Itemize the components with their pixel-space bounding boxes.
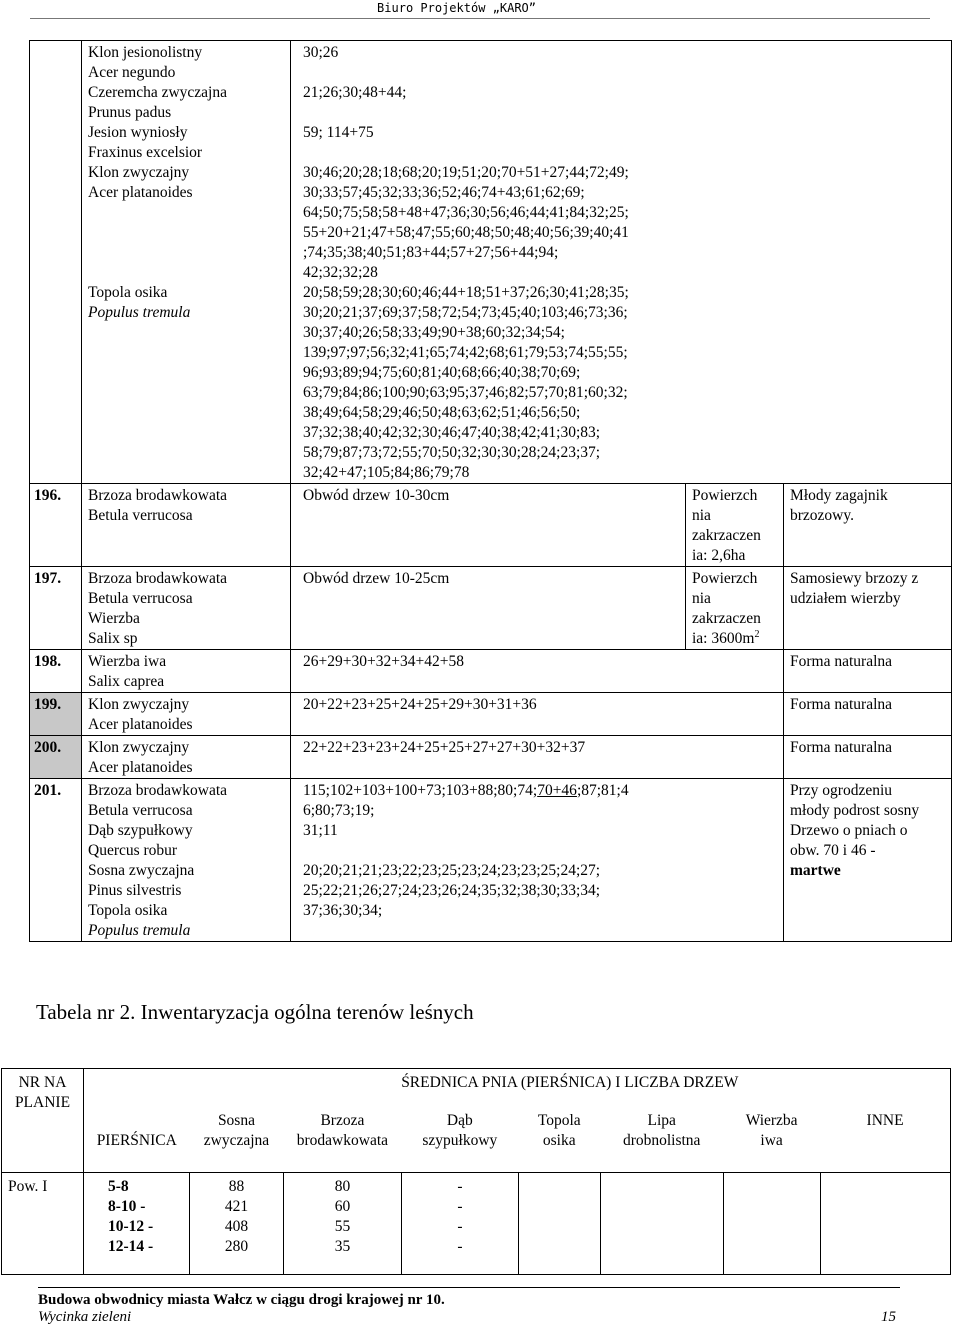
species-line: Topola osika bbox=[88, 902, 168, 919]
area-line: zakrzaczen bbox=[692, 527, 761, 544]
species-line: Fraxinus excelsior bbox=[88, 144, 203, 161]
header-species bbox=[190, 1111, 284, 1151]
footer-subtitle: Wycinka zieleni bbox=[38, 1309, 132, 1325]
row-brzoza bbox=[284, 1173, 402, 1275]
notes-cell bbox=[784, 693, 952, 736]
table-caption: Tabela nr 2. Inwentaryzacja ogólna terenów leśnych bbox=[36, 1000, 474, 1024]
notes-cell bbox=[784, 484, 952, 567]
header-species-line: brodawkowata bbox=[296, 1132, 389, 1149]
header-nr-line: PLANIE bbox=[14, 1094, 71, 1111]
description-cell bbox=[291, 693, 784, 736]
area-line: Powierzch bbox=[692, 570, 758, 587]
header-species-line: Topola bbox=[537, 1112, 581, 1129]
description-line: 37;36;30;34; bbox=[303, 902, 383, 919]
species-cell bbox=[82, 736, 291, 779]
note-line: Młody zagajnik bbox=[790, 487, 888, 504]
measurement-line: 63;79;84;86;100;90;63;95;37;46;82;57;70;81;60;32; bbox=[303, 384, 628, 401]
species-line: Dąb szypułkowy bbox=[88, 822, 193, 839]
measurement-line: 59; 114+75 bbox=[303, 124, 374, 141]
note-line: Forma naturalna bbox=[790, 696, 893, 713]
species-line: Salix sp bbox=[88, 630, 138, 647]
description: Obwód drzew 10-30cm bbox=[303, 487, 450, 504]
header-species-line: Dąb bbox=[446, 1112, 473, 1129]
area-line: zakrzaczen bbox=[692, 610, 761, 627]
count-value: 55 bbox=[334, 1218, 351, 1235]
row-number: 198. bbox=[30, 650, 82, 693]
description-line: 20;20;21;21;23;22;23;25;23;24;23;23;25;24;27; bbox=[303, 862, 601, 879]
measurement-line: 32;42+47;105;84;86;79;78 bbox=[303, 464, 470, 481]
forest-inventory-grid bbox=[1, 1068, 951, 1275]
description-underlined: 70+46 bbox=[537, 782, 577, 799]
row-number: 200. bbox=[30, 736, 82, 779]
description-cell bbox=[291, 650, 784, 693]
area-line: nia bbox=[692, 590, 711, 607]
species-line: Acer platanoides bbox=[88, 184, 193, 201]
count-value: - bbox=[457, 1198, 463, 1215]
species-cell bbox=[82, 693, 291, 736]
measurement-line: 30;20;21;37;69;37;58;72;54;73;45;40;103;46;73;36; bbox=[303, 304, 628, 321]
measurement-line: 64;50;75;58;58+48+47;36;30;56;46;44;41;84;32;25; bbox=[303, 204, 629, 221]
measurement-line: ;74;35;38;40;51;83+44;57+27;56+44;94; bbox=[303, 244, 559, 261]
area-cell bbox=[686, 567, 784, 650]
description: 20+22+23+25+24+25+29+30+31+36 bbox=[303, 696, 537, 713]
description-line: 25;22;21;26;27;24;23;26;24;35;32;38;30;33;34; bbox=[303, 882, 601, 899]
species-cell bbox=[82, 779, 291, 942]
measurement-line: 139;97;97;56;32;41;65;74;42;68;61;79;53;74;55;55; bbox=[303, 344, 628, 361]
note-line: Przy ogrodzeniu bbox=[790, 782, 893, 799]
species-cell bbox=[82, 650, 291, 693]
piersnica-value: 8-10 - bbox=[108, 1198, 146, 1215]
species-line: Betula verrucosa bbox=[88, 507, 193, 524]
header-nr-line: NR NA bbox=[18, 1074, 67, 1091]
species-latin: Populus tremula bbox=[88, 304, 191, 321]
header-species-line: Sosna bbox=[217, 1112, 255, 1129]
measurement-line: 55+20+21;47+58;47;55;60;48;50;48;40;56;39;40;41 bbox=[303, 224, 629, 241]
species-line: Betula verrucosa bbox=[88, 590, 193, 607]
row-topola bbox=[519, 1173, 601, 1275]
species-line: Wierzba iwa bbox=[88, 653, 167, 670]
description-part: 115;102+103+100+73;103+88;80;74; bbox=[303, 782, 538, 799]
count-value: 88 bbox=[228, 1178, 245, 1195]
footer-title: Budowa obwodnicy miasta Wałcz w ciągu drogi krajowej nr 10. bbox=[38, 1292, 445, 1308]
species-line: Klon zwyczajny bbox=[88, 739, 190, 756]
count-value: 60 bbox=[334, 1198, 351, 1215]
description: 26+29+30+32+34+42+58 bbox=[303, 653, 464, 670]
measurements-cell bbox=[291, 41, 952, 484]
description-line: 31;11 bbox=[303, 822, 338, 839]
row-piersnica bbox=[84, 1173, 190, 1275]
description-cell bbox=[291, 484, 686, 567]
species-line: Betula verrucosa bbox=[88, 802, 193, 819]
description-part: ;87;81;4 bbox=[576, 782, 629, 799]
row-sosna bbox=[190, 1173, 284, 1275]
note-line: Samosiewy brzozy z bbox=[790, 570, 919, 587]
row-number-cell bbox=[30, 41, 82, 484]
species-line: Acer platanoides bbox=[88, 759, 193, 776]
measurement-line: 42;32;32;28 bbox=[303, 264, 378, 281]
measurement-line: 38;49;64;58;29;46;50;48;63;62;51;46;56;50; bbox=[303, 404, 581, 421]
species-cell bbox=[82, 484, 291, 567]
row-nr bbox=[2, 1173, 84, 1275]
row-nr-label: Pow. I bbox=[8, 1178, 48, 1195]
piersnica-value: 12-14 - bbox=[108, 1238, 154, 1255]
header-species-line: osika bbox=[542, 1132, 576, 1149]
header-species-line: drobnolistna bbox=[622, 1132, 701, 1149]
header-species-line: INNE bbox=[866, 1112, 904, 1129]
header-species bbox=[283, 1111, 401, 1151]
notes-cell bbox=[784, 779, 952, 942]
row-number: 197. bbox=[30, 567, 82, 650]
note-line: Forma naturalna bbox=[790, 739, 893, 756]
footer-rule bbox=[38, 1287, 900, 1288]
count-value: 408 bbox=[224, 1218, 249, 1235]
page-number: 15 bbox=[881, 1309, 896, 1325]
measurement-line: 21;26;30;48+44; bbox=[303, 84, 407, 101]
description-cell bbox=[291, 736, 784, 779]
species-line: Klon jesionolistny bbox=[88, 44, 203, 61]
note-line-bold: martwe bbox=[790, 862, 841, 879]
notes-cell bbox=[784, 736, 952, 779]
note-line: Forma naturalna bbox=[790, 653, 893, 670]
count-value: - bbox=[457, 1238, 463, 1255]
count-value: 80 bbox=[334, 1178, 351, 1195]
header-species bbox=[518, 1111, 600, 1151]
species-line: Klon zwyczajny bbox=[88, 696, 190, 713]
description: Obwód drzew 10-25cm bbox=[303, 570, 450, 587]
note-line: Drzewo o pniach o bbox=[790, 822, 908, 839]
header-species-line: szypułkowy bbox=[422, 1132, 498, 1149]
header-piersnica bbox=[84, 1069, 190, 1173]
measurement-line: 37;32;38;40;42;32;30;46;47;40;38;42;41;30;83; bbox=[303, 424, 601, 441]
header-species bbox=[723, 1111, 820, 1151]
header-species-line: iwa bbox=[760, 1132, 783, 1149]
header-rule bbox=[30, 18, 930, 19]
header-nr-cell bbox=[2, 1069, 84, 1173]
header-species-line: Wierzba bbox=[745, 1112, 798, 1129]
measurement-line: 30;46;20;28;18;68;20;19;51;20;70+51+27;44;72;49; bbox=[303, 164, 629, 181]
species-line: Acer platanoides bbox=[88, 716, 193, 733]
measurement-line: 30;33;57;45;32;33;36;52;46;74+43;61;62;69; bbox=[303, 184, 585, 201]
header-species bbox=[401, 1111, 518, 1151]
piersnica-value: 5-8 bbox=[108, 1178, 129, 1195]
measurement-line: 20;58;59;28;30;60;46;44+18;51+37;26;30;41;28;35; bbox=[303, 284, 629, 301]
count-value: - bbox=[457, 1218, 463, 1235]
note-line: brzozowy. bbox=[790, 507, 854, 524]
species-line: Topola osika bbox=[88, 284, 168, 301]
row-dab bbox=[402, 1173, 519, 1275]
species-line: Czeremcha zwyczajna bbox=[88, 84, 227, 101]
area-line bbox=[692, 629, 779, 649]
area-line: ia: 2,6ha bbox=[692, 547, 746, 564]
note-line: udziałem wierzby bbox=[790, 590, 901, 607]
area-line: Powierzch bbox=[692, 487, 758, 504]
header-group: ŚREDNICA PNIA (PIERŚNICA) I LICZBA DRZEW bbox=[401, 1074, 739, 1091]
row-number: 196. bbox=[30, 484, 82, 567]
species-line: Pinus silvestris bbox=[88, 882, 182, 899]
note-line: młody podrost sosny bbox=[790, 802, 920, 819]
area-cell bbox=[686, 484, 784, 567]
header-species-line: zwyczajna bbox=[203, 1132, 270, 1149]
count-value: - bbox=[457, 1178, 463, 1195]
description: 22+22+23+23+24+25+25+27+27+30+32+37 bbox=[303, 739, 586, 756]
count-value: 35 bbox=[334, 1238, 351, 1255]
description-line: 6;80;73;19; bbox=[303, 802, 375, 819]
row-inne bbox=[821, 1173, 951, 1275]
row-lipa bbox=[601, 1173, 724, 1275]
row-number: 199. bbox=[30, 693, 82, 736]
piersnica-value: 10-12 - bbox=[108, 1218, 154, 1235]
header-species-group bbox=[190, 1069, 951, 1173]
species-line: Jesion wyniosły bbox=[88, 124, 188, 141]
species-cell bbox=[82, 41, 291, 484]
note-line: obw. 70 i 46 - bbox=[790, 842, 876, 859]
species-line: Salix caprea bbox=[88, 673, 165, 690]
area-superscript: 2 bbox=[754, 628, 760, 640]
species-line: Prunus padus bbox=[88, 104, 172, 121]
inventory-table bbox=[29, 40, 952, 942]
header-species-line: Brzoza bbox=[320, 1112, 365, 1129]
species-cell bbox=[82, 567, 291, 650]
area-value: ia: 3600m bbox=[692, 630, 755, 647]
measurement-line: 30;26 bbox=[303, 44, 339, 61]
measurement-line: 30;37;40;26;58;33;49;90+38;60;32;34;54; bbox=[303, 324, 565, 341]
count-value: 421 bbox=[224, 1198, 249, 1215]
measurement-line: 96;93;89;94;75;60;81;40;68;66;40;38;70;69; bbox=[303, 364, 581, 381]
species-line: Brzoza brodawkowata bbox=[88, 487, 228, 504]
area-line: nia bbox=[692, 507, 711, 524]
species-line: Acer negundo bbox=[88, 64, 176, 81]
count-value: 280 bbox=[224, 1238, 249, 1255]
header-species bbox=[600, 1111, 723, 1151]
species-line: Brzoza brodawkowata bbox=[88, 782, 228, 799]
notes-cell bbox=[784, 650, 952, 693]
notes-cell bbox=[784, 567, 952, 650]
row-wierzba bbox=[724, 1173, 821, 1275]
description-cell bbox=[291, 779, 784, 942]
header-species-line: Lipa bbox=[647, 1112, 676, 1129]
row-number: 201. bbox=[30, 779, 82, 942]
header-species bbox=[820, 1111, 950, 1151]
description-cell bbox=[291, 567, 686, 650]
header-piersnica-label: PIERŚNICA bbox=[96, 1132, 177, 1149]
species-line: Brzoza brodawkowata bbox=[88, 570, 228, 587]
species-line: Wierzba bbox=[88, 610, 140, 627]
species-line: Quercus robur bbox=[88, 842, 178, 859]
document-header: Biuro Projektów „KARO” bbox=[377, 1, 536, 15]
species-line: Klon zwyczajny bbox=[88, 164, 190, 181]
description-line bbox=[303, 781, 779, 801]
species-latin: Populus tremula bbox=[88, 922, 191, 939]
measurement-line: 58;79;87;73;72;55;70;50;32;30;30;28;24;23;37; bbox=[303, 444, 601, 461]
species-line: Sosna zwyczajna bbox=[88, 862, 195, 879]
